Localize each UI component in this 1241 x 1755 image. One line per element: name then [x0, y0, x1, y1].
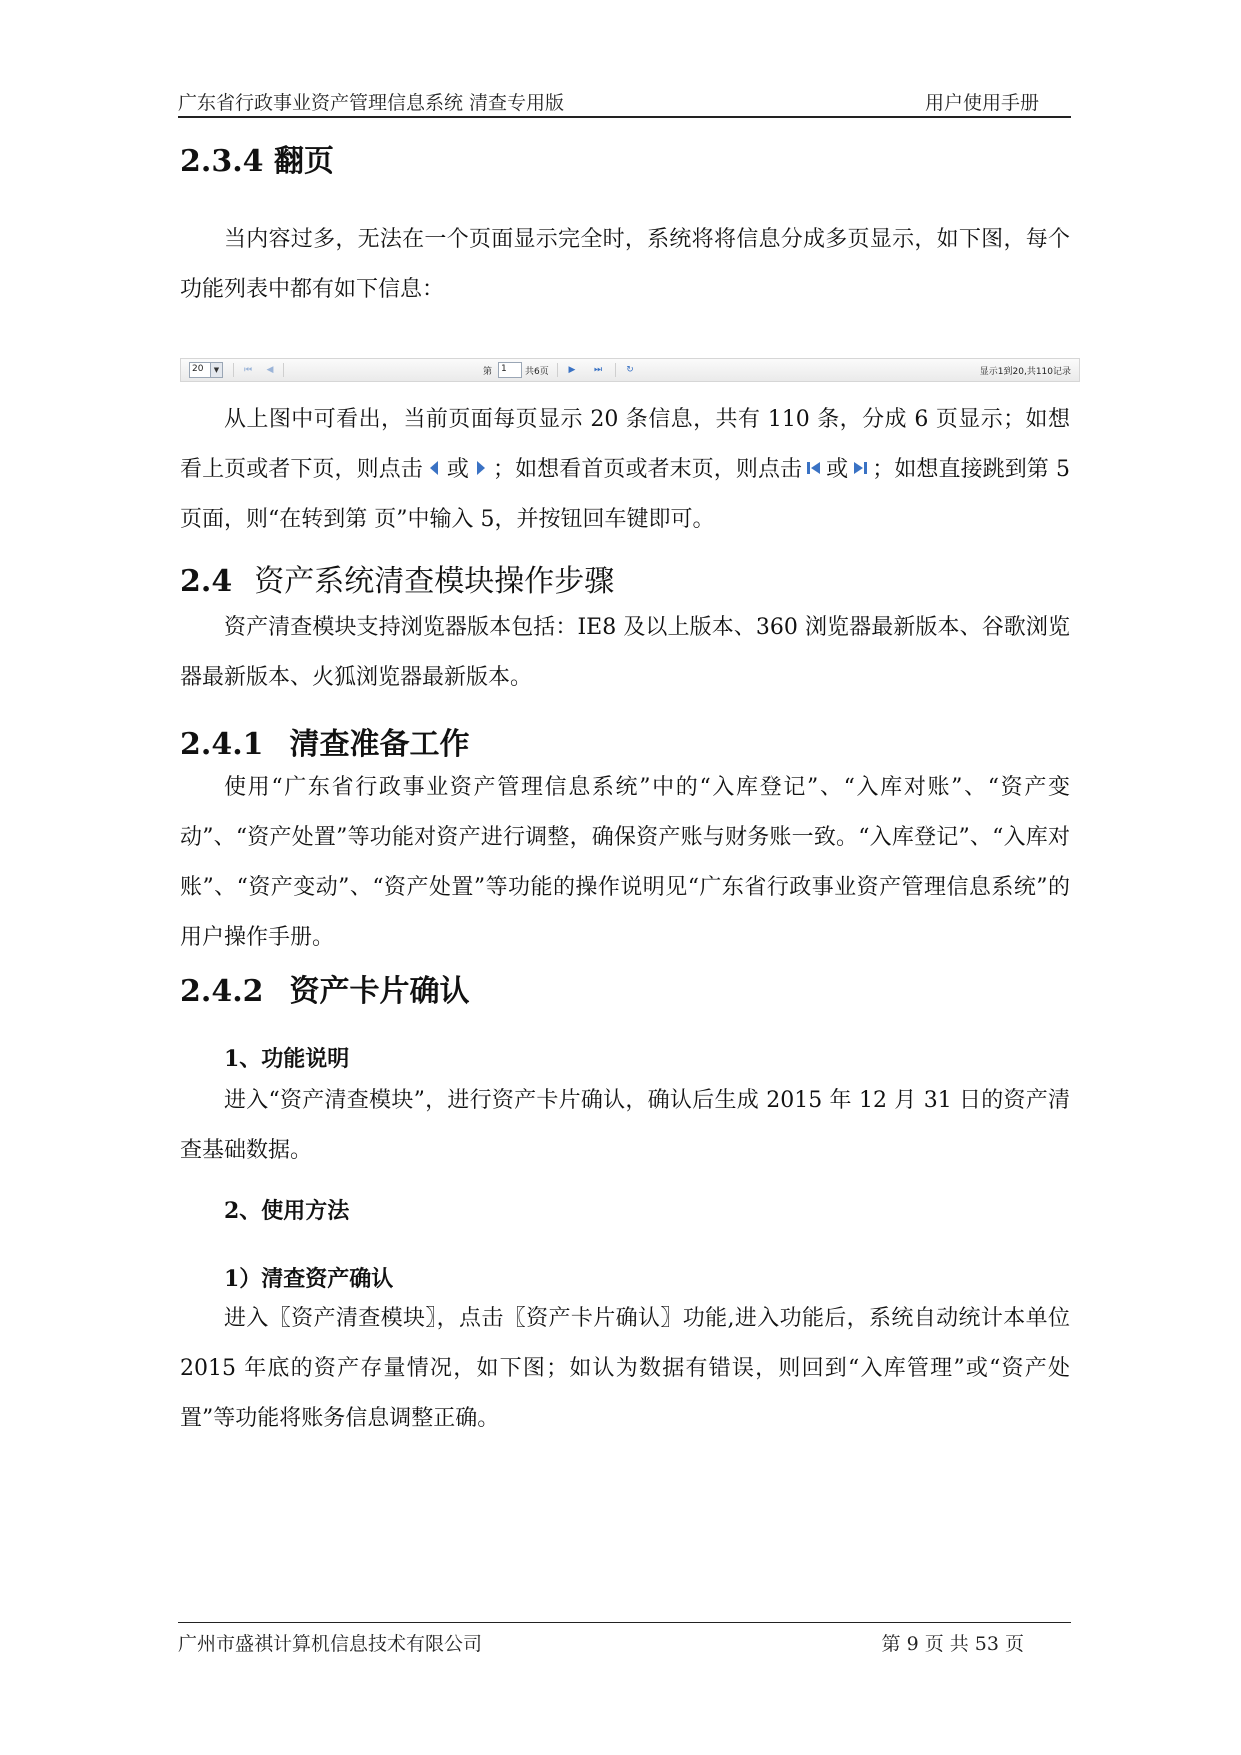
- chevron-down-icon: ▼: [210, 363, 222, 377]
- browser-support-paragraph: 资产清查模块支持浏览器版本包括：IE8 及以上版本、360 浏览器最新版本、谷歌浏览器最新版本、火狐浏览器最新版本。: [180, 615, 1070, 690]
- prev-page-button[interactable]: ◀: [266, 365, 274, 375]
- preparation-paragraph: 使用“广东省行政事业资产管理信息系统”中的“入库登记”、“入库对账”、“资产变动”、“资产处置”等功能对资产进行调整，确保资产账与财务账一致。“入库登记”、“入库对账”、“资产变动”、“资产处置”等功能的操作说明见“广东省行政事业资产管理信息系统”的用户操作手册。: [180, 775, 1070, 950]
- section-heading-2-4: 2.4 资产系统清查模块操作步骤: [180, 564, 615, 599]
- subheading-asset-confirmation: 1）清查资产确认: [224, 1266, 394, 1292]
- footer-company: 广州市盛祺计算机信息技术有限公司: [178, 1633, 483, 1655]
- page-prefix-label: 第: [483, 367, 493, 377]
- toolbar-separator: [283, 363, 284, 377]
- next-page-button[interactable]: ▶: [568, 365, 576, 375]
- page-header: [178, 86, 1071, 118]
- toolbar-separator: [557, 363, 558, 377]
- subheading-usage: 2、使用方法: [224, 1198, 350, 1224]
- section-heading-2-3-4: 2.3.4 翻页: [180, 144, 334, 179]
- pagination-toolbar: [180, 358, 1080, 382]
- toolbar-separator: [615, 363, 616, 377]
- page-footer: [178, 1622, 1071, 1655]
- refresh-icon[interactable]: ↻: [626, 365, 634, 375]
- section-heading-2-4-1: 2.4.1 清查准备工作: [180, 727, 470, 762]
- prev-page-icon: [425, 455, 445, 481]
- toolbar-separator: [233, 363, 234, 377]
- last-page-icon: [850, 455, 870, 481]
- page-total-label: 共6页: [525, 367, 549, 377]
- subheading-function-description: 1、功能说明: [224, 1046, 350, 1072]
- paging-explanation-paragraph: 从上图中可看出，当前页面每页显示 20 条信息，共有 110 条，分成 6 页显示；如想看上页或者下页，则点击 或 ；如想看首页或者末页，则点击 或 ；如想直接跳到第 5 页面，则“在转到第 页”中输入 5，并按钮回车键即可。: [180, 407, 1070, 532]
- footer-page-number: 第 9 页 共 53 页: [881, 1633, 1024, 1655]
- section-heading-2-4-2: 2.4.2 资产卡片确认: [180, 974, 470, 1009]
- record-count-info: 显示1到20,共110记录: [979, 367, 1071, 377]
- next-page-icon: [471, 455, 491, 481]
- header-manual-name: 用户使用手册: [924, 92, 1039, 114]
- function-description-paragraph: 进入“资产清查模块”，进行资产卡片确认，确认后生成 2015 年 12 月 31 日的资产清查基础数据。: [180, 1088, 1070, 1163]
- paging-intro-paragraph: 当内容过多，无法在一个页面显示完全时，系统将将信息分成多页显示，如下图，每个功能列表中都有如下信息：: [180, 227, 1070, 302]
- page-size-select[interactable]: 20 ▼: [189, 362, 223, 378]
- last-page-button[interactable]: ⏭: [593, 365, 603, 375]
- header-title: 广东省行政事业资产管理信息系统 清查专用版: [178, 92, 565, 114]
- page-number-input[interactable]: 1: [498, 362, 522, 378]
- first-page-button[interactable]: ⏮: [243, 365, 253, 375]
- first-page-icon: [804, 455, 824, 481]
- asset-confirmation-paragraph: 进入〖资产清查模块〗，点击〖资产卡片确认〗功能,进入功能后，系统自动统计本单位 2015 年底的资产存量情况，如下图；如认为数据有错误，则回到“入库管理”或“资产处置”等功能将账务信息调整正确。: [180, 1306, 1070, 1431]
